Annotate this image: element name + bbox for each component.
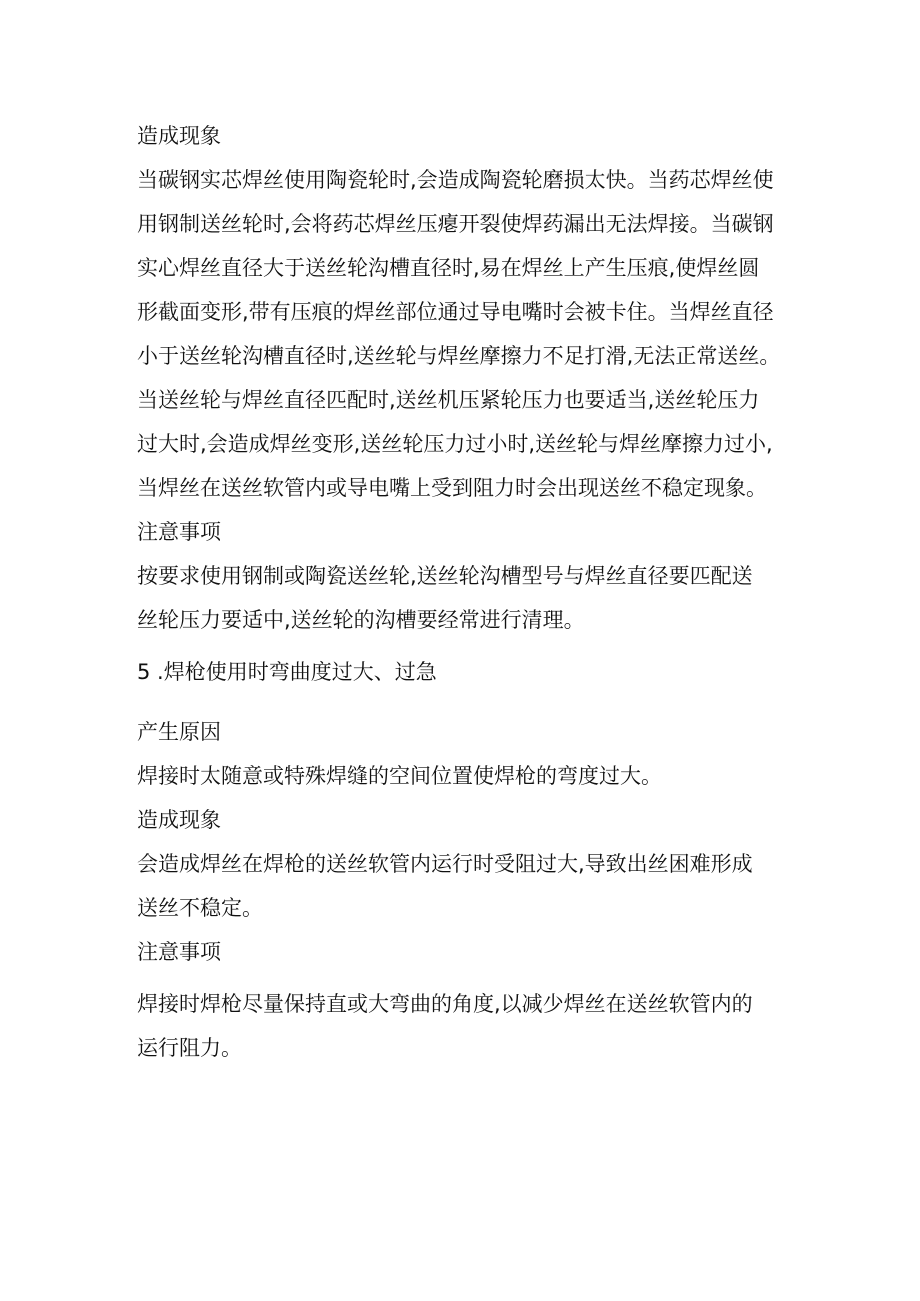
- text-line: 实心焊丝直径大于送丝轮沟槽直径时,易在焊丝上产生压痕,使焊丝圆: [137, 256, 760, 280]
- document-content: [137, 114, 797, 1070]
- cause-heading: 产生原因: [137, 720, 221, 744]
- text-line: 用钢制送丝轮时,会将药芯焊丝压瘪开裂使焊药漏出无法焊接。当碳钢: [137, 212, 774, 236]
- notes-paragraph: [137, 554, 797, 642]
- notes-heading: 注意事项: [137, 940, 221, 964]
- text-line: 丝轮压力要适中,送丝轮的沟槽要经常进行清理。: [137, 608, 585, 632]
- text-line: 小于送丝轮沟槽直径时,送丝轮与焊丝摩擦力不足打滑,无法正常送丝。: [137, 344, 781, 368]
- text-line: 过大时,会造成焊丝变形,送丝轮压力过小时,送丝轮与焊丝摩擦力过小,: [137, 432, 773, 456]
- text-line: 当焊丝在送丝软管内或导电嘴上受到阻力时会出现送丝不稳定现象。: [137, 476, 767, 500]
- notes-heading: 注意事项: [137, 520, 221, 544]
- text-line: 焊接时焊枪尽量保持直或大弯曲的角度,以减少焊丝在送丝软管内的: [137, 992, 753, 1016]
- text-line: 当碳钢实芯焊丝使用陶瓷轮时,会造成陶瓷轮磨损太快。当药芯焊丝使: [137, 168, 774, 192]
- spacer: [137, 694, 797, 710]
- effect-paragraph: [137, 842, 797, 930]
- text-line: 当送丝轮与焊丝直径匹配时,送丝机压紧轮压力也要适当,送丝轮压力: [137, 388, 760, 412]
- spacer: [137, 974, 797, 982]
- spacer: [137, 642, 797, 650]
- item-5-title: 5 .焊枪使用时弯曲度过大、过急: [137, 660, 437, 684]
- notes-paragraph: [137, 982, 797, 1070]
- effect-heading: 造成现象: [137, 124, 221, 148]
- text-line: 形截面变形,带有压痕的焊丝部位通过导电嘴时会被卡住。当焊丝直径: [137, 300, 774, 324]
- text-line: 会造成焊丝在焊枪的送丝软管内运行时受阻过大,导致出丝困难形成: [137, 852, 753, 876]
- cause-paragraph: 焊接时太随意或特殊焊缝的空间位置使焊枪的弯度过大。: [137, 764, 662, 788]
- text-line: 送丝不稳定。: [137, 896, 263, 920]
- effect-heading: 造成现象: [137, 808, 221, 832]
- effect-paragraph: [137, 158, 797, 510]
- text-line: 按要求使用钢制或陶瓷送丝轮,送丝轮沟槽型号与焊丝直径要匹配送: [137, 564, 753, 588]
- text-line: 运行阻力。: [137, 1036, 242, 1060]
